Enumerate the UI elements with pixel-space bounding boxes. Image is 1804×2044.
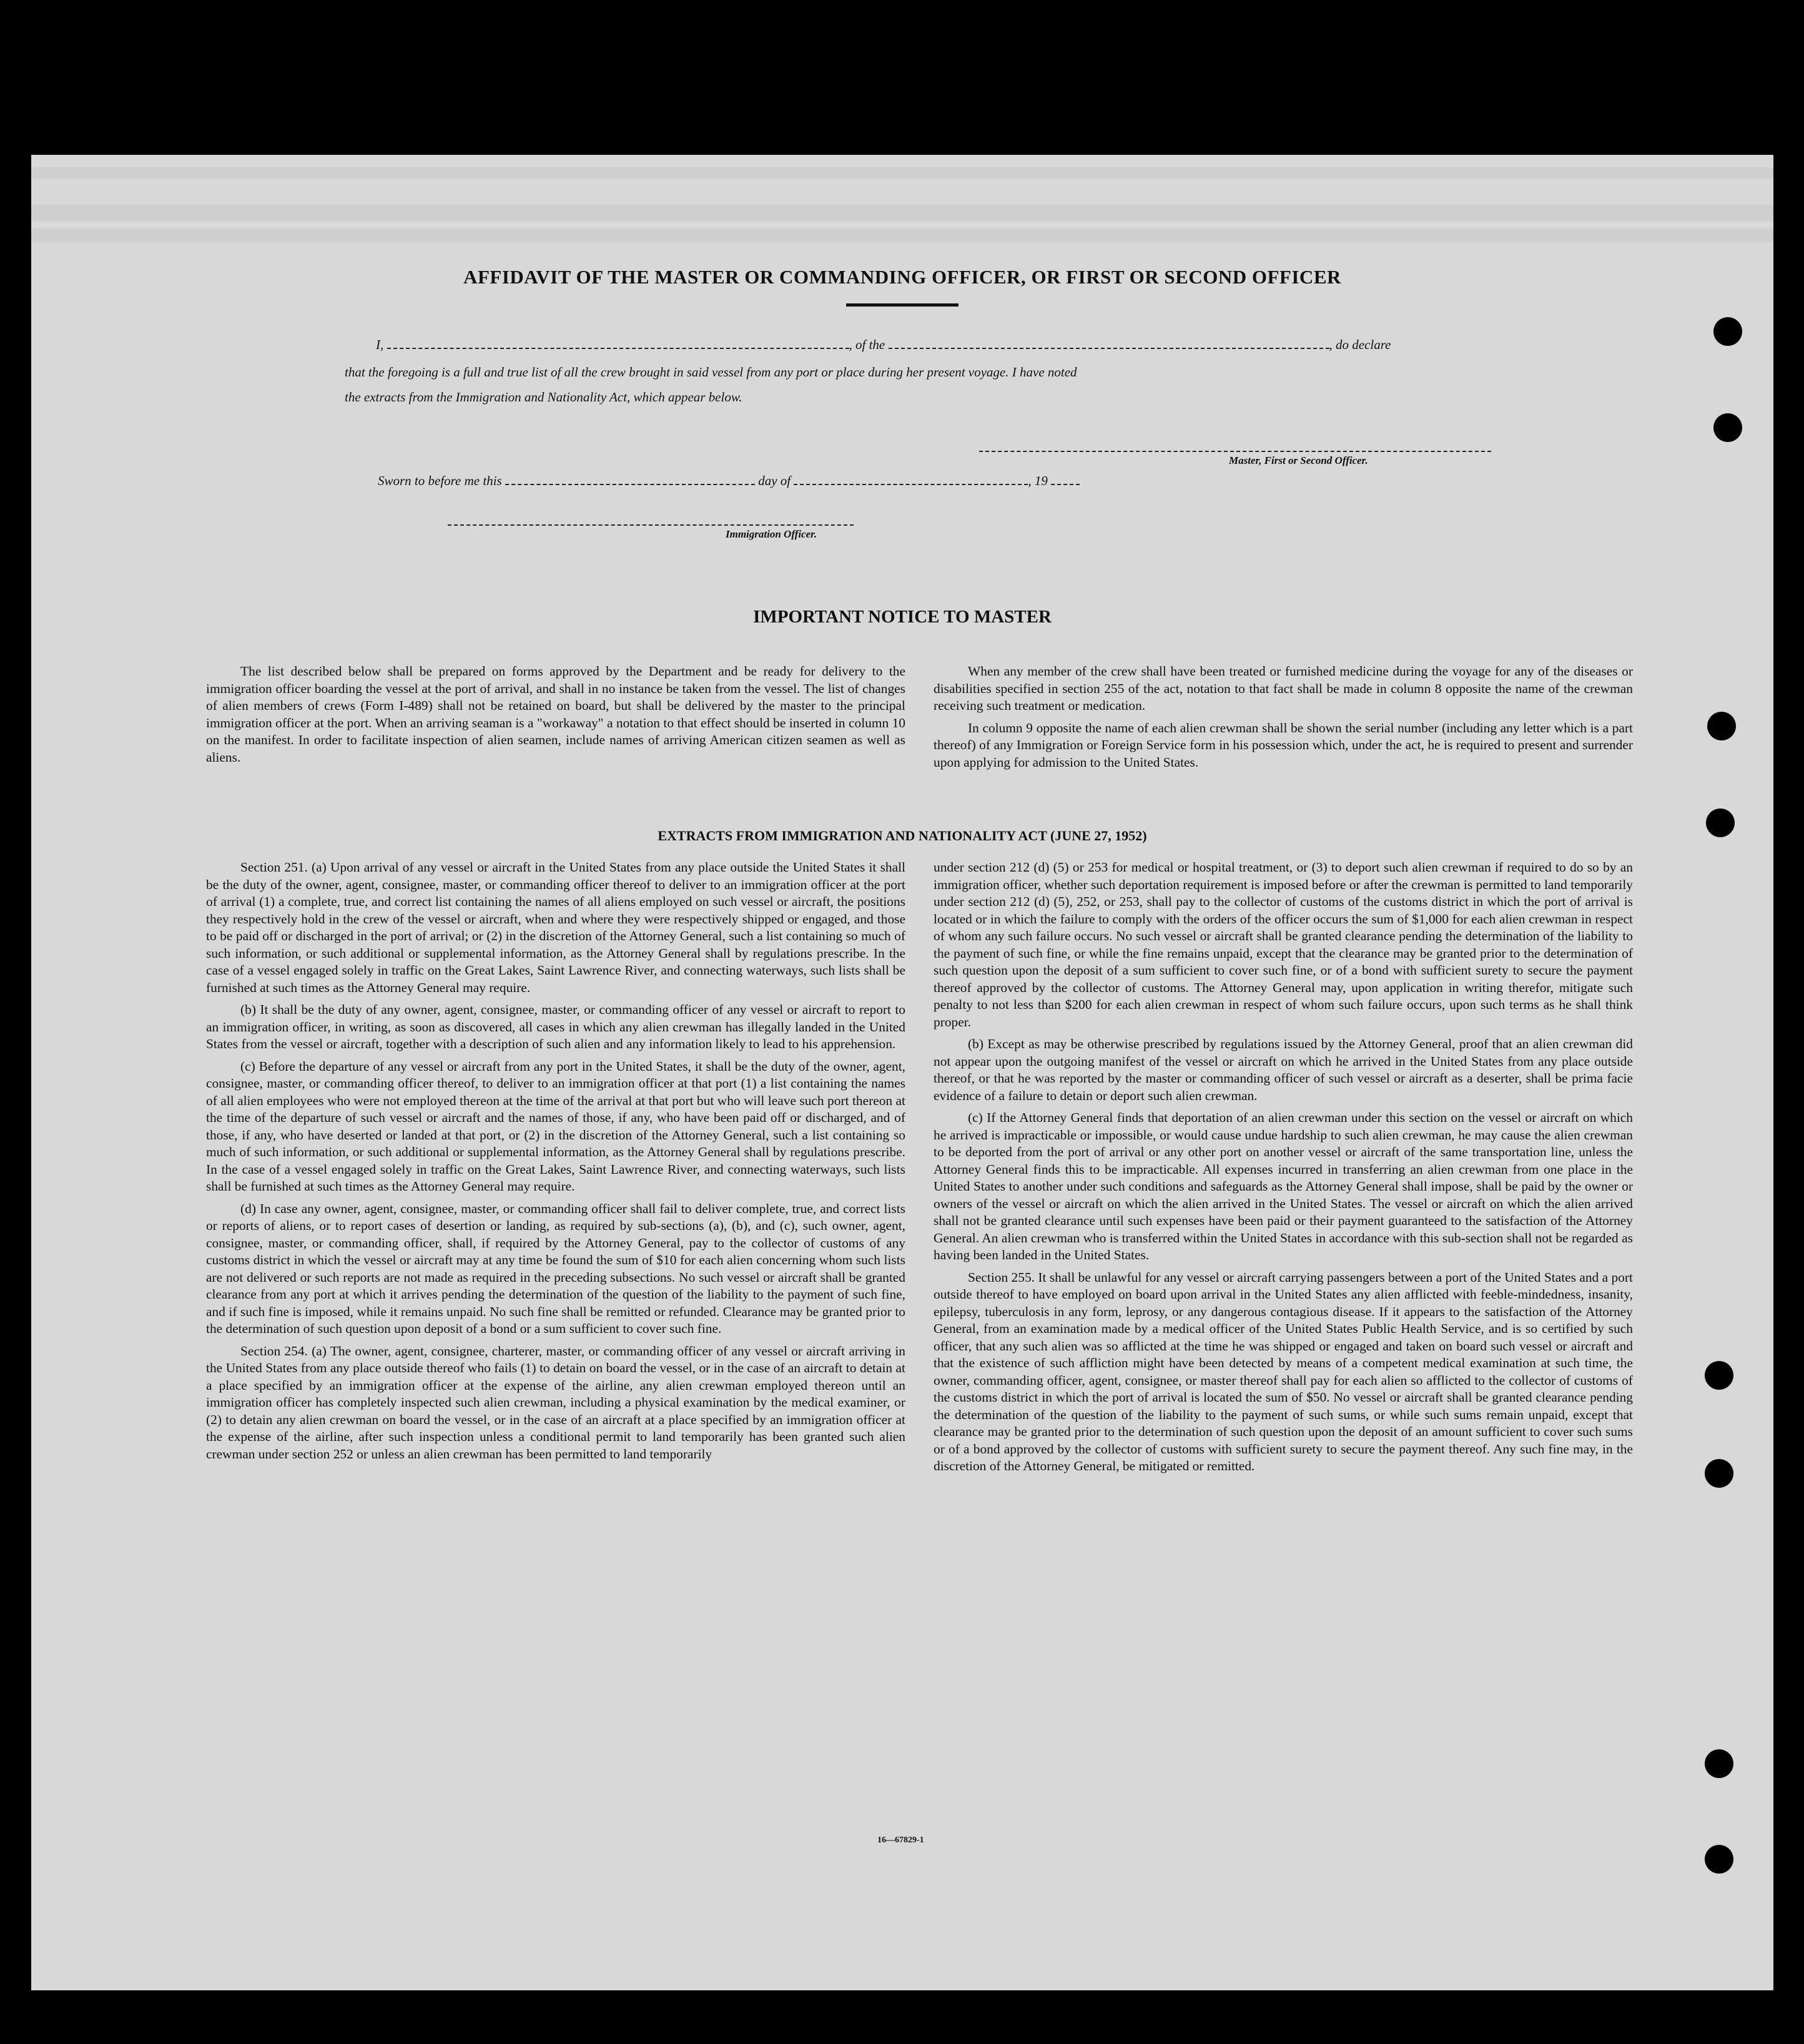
sworn-label: Sworn to before me this bbox=[378, 473, 502, 488]
month-blank[interactable] bbox=[794, 474, 1028, 485]
vessel-blank[interactable] bbox=[889, 338, 1329, 349]
form-code: 16—67829-1 bbox=[877, 1835, 924, 1845]
document-page bbox=[31, 155, 1773, 1990]
section-254a: Section 254. (a) The owner, agent, consignee, charterer, master, or commanding officer of any vessel or aircraft arriving in the United States from any place outside thereof who fails (1) to detain on board the vessel, or in the case of an aircraft to detain at a place specified by an immigration officer at the expense of the airline, any alien crewman employed thereon until an immigration officer has completely inspected such alien crewman, including a physical examination by the medical examiner, or (2) to detain any alien crewman on board the vessel, or in the case of an aircraft at a place specified by an immigration officer at the expense of the airline, after such inspection unless a conditional permit to land temporarily has been granted such alien crewman under section 252 or unless an alien crewman has been permitted to land temporarily bbox=[206, 1343, 905, 1462]
affidavit-line-3: the extracts from the Immigration and Nationality Act, which appear below. bbox=[345, 390, 742, 405]
year-blank[interactable] bbox=[1051, 474, 1080, 485]
binder-hole bbox=[1713, 413, 1742, 442]
year-label: , 19 bbox=[1028, 473, 1048, 488]
notice-paragraph: The list described below shall be prepared on forms approved by the Department and be ready for delivery to the immigration officer boarding the vessel at the port of arrival, and shall in no instance be taken from the vessel. The list of changes of alien members of crews (Form I-489) shall not be retained on board, but shall be delivered by the master to the principal immigration officer at the port. When an arriving seaman is a "workaway" a notation to that effect should be inserted in column 10 on the manifest. In order to facilitate inspection of alien seamen, include names of arriving American citizen seamen as well as aliens. bbox=[206, 664, 905, 765]
notice-paragraph: When any member of the crew shall have been treated or furnished medicine during the voyage for any of the diseases or disabilities specified in section 255 of the act, notation to that fact shall be made in column 8 opposite the name of the crewman receiving such treatment or medication. bbox=[934, 664, 1633, 713]
binder-hole bbox=[1705, 1749, 1733, 1778]
declare-label: , do declare bbox=[1329, 337, 1391, 352]
master-signature-label: Master, First or Second Officer. bbox=[1229, 454, 1368, 466]
notice-right-column bbox=[934, 663, 1633, 771]
day-of-label: day of bbox=[758, 473, 791, 488]
section-251c: (c) Before the departure of any vessel or aircraft from any port in the United States, it shall be the duty of the owner, agent, consignee, master, or commanding officer thereof, to deliver to an immigration officer at that port (1) a list containing the names of all alien employees who were not employed thereon at the time of the arrival at that port but who will leave such port thereon at the time of the departure of such vessel or aircraft and the names of those, if any, who have been paid off or discharged, and of those, if any, who have deserted or landed at that port, or (2) in the discretion of the Attorney General, such a list containing so much of such information, or such additional or supplemental information, as the Attorney General shall by regulations prescribe. In the case of a vessel engaged solely in traffic on the Great Lakes, Saint Lawrence River, and connecting waterways, such lists shall be furnished at such times as the Attorney General may require. bbox=[206, 1058, 905, 1194]
officer-signature-line[interactable] bbox=[448, 524, 854, 526]
binder-hole bbox=[1706, 808, 1735, 837]
section-251a: Section 251. (a) Upon arrival of any vessel or aircraft in the United States from any place outside the United States it shall be the duty of the owner, agent, consignee, master, or commanding officer thereof to deliver to an immigration officer at the port of arrival (1) a complete, true, and correct list containing the names of all aliens employed on such vessel or aircraft, the positions they respectively hold in the crew of the vessel or aircraft, when and where they were respectively shipped or engaged, and those to be paid off or discharged in the port of arrival; or (2) in the discretion of the Attorney General, such a list containing so much of such information, or such additional or supplemental information, as the Attorney General shall by regulations prescribe. In the case of a vessel engaged solely in traffic on the Great Lakes, Saint Lawrence River, and connecting waterways, such lists shall be furnished at such times as the Attorney General may require. bbox=[206, 860, 905, 995]
extracts-right-column bbox=[934, 859, 1633, 1475]
notice-title: IMPORTANT NOTICE TO MASTER bbox=[753, 607, 1052, 627]
officer-signature-label: Immigration Officer. bbox=[726, 528, 817, 540]
name-blank[interactable] bbox=[387, 338, 849, 349]
section-251b: (b) It shall be the duty of any owner, agent, consignee, master, or commanding officer of any vessel or aircraft to report to an immigration officer, in writing, as soon as discovered, all cases in which any alien crewman has illegally landed in the United States from the vessel or aircraft, together with a description of such alien and any information likely to lead to his apprehension. bbox=[206, 1002, 905, 1051]
extracts-title: EXTRACTS FROM IMMIGRATION AND NATIONALITY ACT (JUNE 27, 1952) bbox=[658, 828, 1147, 843]
notice-left-column bbox=[206, 663, 905, 766]
section-255: Section 255. It shall be unlawful for any vessel or aircraft carrying passengers between a port of the United States and a port outside thereof to have employed on board upon arrival in the United States any alien afflicted with feeble-mindedness, insanity, epilepsy, tuberculosis in any form, leprosy, or any dangerous contagious disease. If it appears to the satisfaction of the Attorney General, from an examination made by a medical officer of the United States Public Health Service, and is so certified by such officer, that any such alien was so afflicted at the time he was shipped or engaged and taken on board such vessel or aircraft and that the existence of such affliction might have been detected by means of a competent medical examination at such time, the owner, commanding officer, agent, consignee, or master thereof shall pay for each alien so afflicted to the collector of customs of the customs district in which the port of arrival is located the sum of $50. No vessel or aircraft shall be granted clearance pending the determination of the question of the liability to the payment of such sums, or while such sums remain unpaid, except that clearance may be granted prior to the determination of such question upon the deposit of an amount sufficient to cover such sums or of a bond approved by the collector of customs with sufficient surety to secure the payment thereof. Any such fine may, in the discretion of the Attorney General, be mitigated or remitted. bbox=[934, 1269, 1633, 1473]
sworn-line bbox=[378, 473, 1080, 489]
extracts-left-column bbox=[206, 859, 905, 1463]
binder-hole bbox=[1705, 1361, 1733, 1390]
section-254c: (c) If the Attorney General finds that deportation of an alien crewman under this section on the vessel or aircraft on which he arrived is impracticable or impossible, or would cause undue hardship to such alien crewman, he may cause the alien crewman to be deported from the port of arrival or any other port on another vessel or aircraft of the same transportation line, unless the Attorney General finds this to be impracticable. All expenses incurred in transferring an alien crewman from one place in the United States to another under such conditions and safeguards as the Attorney General shall impose, shall be paid by the owner or owners of the vessel or aircraft on which the alien arrived in the United States. The vessel or aircraft on which the alien arrived shall not be granted clearance until such expenses have been paid or their payment guaranteed to the satisfaction of the Attorney General. An alien crewman who is transferred within the United States in accordance with this sub-section shall not be regarded as having been landed in the United States. bbox=[934, 1110, 1633, 1262]
sworn-day-blank[interactable] bbox=[505, 474, 755, 485]
affidavit-line-2: that the foregoing is a full and true list of all the crew brought in said vessel from any port or place during her present voyage. I have noted bbox=[345, 365, 1077, 380]
binder-hole bbox=[1713, 317, 1742, 346]
title-rule bbox=[846, 303, 959, 307]
section-254b: (b) Except as may be otherwise prescribed by regulations issued by the Attorney General, proof that an alien crewman did not appear upon the outgoing manifest of the vessel or aircraft on which he arrived in the United States from any place outside thereof, or that he was reported by the master or commanding officer of such vessel or aircraft as a deserter, shall be prima facie evidence of a failure to detain or deport such alien crewman. bbox=[934, 1036, 1633, 1103]
section-251d: (d) In case any owner, agent, consignee, master, or commanding officer shall fail to deliver complete, true, and correct lists or reports of aliens, or to report cases of desertion or landing, as required by sub-sections (a), (b), and (c), such owner, agent, consignee, master, or commanding officer, shall, if required by the Attorney General, pay to the collector of customs of any customs district in which the vessel or aircraft may at any time be found the sum of $10 for each alien concerning whom such lists are not delivered or such reports are not made as required in the preceding subsections. No such vessel or aircraft shall be granted clearance from any port at which it arrives pending the determination of the question of the liability to the payment of such fine, and if such fine is imposed, while it remains unpaid. No such fine shall be remitted or refunded. Clearance may be granted prior to the determination of such question upon deposit of a bond or a sum sufficient to cover such fine. bbox=[206, 1201, 905, 1336]
i-label: I, bbox=[376, 337, 384, 352]
of-the-label: , of the bbox=[849, 337, 885, 352]
section-254a-continued: under section 212 (d) (5) or 253 for medical or hospital treatment, or (3) to deport such alien crewman if required to do so by an immigration officer, whether such deportation requirement is imposed before or after the crewman is permitted to land temporarily under section 212 (d) (5), 252, or 253, shall pay to the collector of customs of the customs district in which the port of arrival is located or in which the failure to comply with the orders of the officer occurs the sum of $1,000 for each alien crewman in respect of whom any such failure occurs. No such vessel or aircraft shall be granted clearance pending the determination of the liability to the payment of such fine, or while the fine remains unpaid, except that the clearance may be granted prior to the determination of such question upon the deposit of a sum sufficient to cover such fine, or of a bond with sufficient surety to secure the payment thereof approved by the collector of customs. The Attorney General may, upon application in writing therefor, mitigate such penalty to not less than $200 for each alien crewman in respect of whom such failure occurs, upon such terms as he shall think proper. bbox=[934, 860, 1633, 1029]
binder-hole bbox=[1707, 712, 1736, 740]
affidavit-title: AFFIDAVIT OF THE MASTER OR COMMANDING OFFICER, OR FIRST OR SECOND OFFICER bbox=[463, 266, 1341, 288]
affidavit-line-1 bbox=[376, 337, 1391, 353]
binder-hole bbox=[1705, 1845, 1733, 1874]
binder-hole bbox=[1705, 1459, 1733, 1488]
master-signature-line[interactable] bbox=[979, 451, 1491, 452]
notice-paragraph: In column 9 opposite the name of each alien crewman shall be shown the serial number (including any letter which is a part thereof) of any Immigration or Foreign Service form in his possession which, under the act, he is required to present and surrender upon applying for admission to the United States. bbox=[934, 720, 1633, 770]
